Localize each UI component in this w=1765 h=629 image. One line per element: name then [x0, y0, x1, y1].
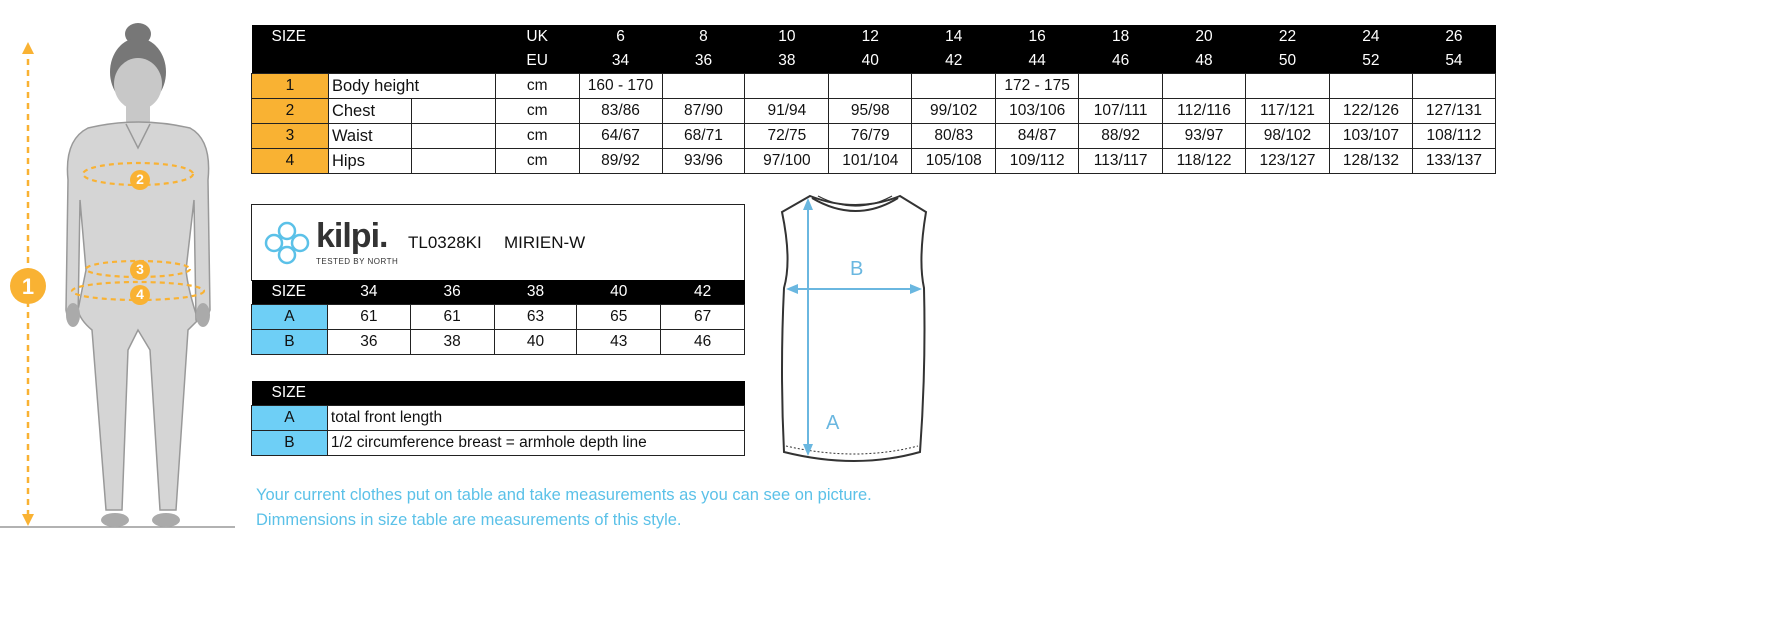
eu-size: 38 — [745, 49, 829, 74]
uk-header-row — [252, 25, 1496, 49]
uk-size: 6 — [579, 25, 662, 49]
row-value: 123/127 — [1246, 149, 1330, 174]
row-value: 113/117 — [1079, 149, 1163, 174]
legend-header-row — [252, 381, 745, 406]
eu-size: 36 — [662, 49, 745, 74]
eu-header-row — [252, 49, 1496, 74]
row-label: Body height — [328, 74, 495, 99]
row-value: 84/87 — [996, 124, 1079, 149]
row-value — [829, 74, 912, 99]
product-code: TL0328KI — [408, 233, 482, 252]
eu-size: 34 — [579, 49, 662, 74]
row-value: 128/132 — [1329, 149, 1412, 174]
row-value: 117/121 — [1246, 99, 1330, 124]
uk-label: UK — [495, 25, 579, 49]
row-unit: cm — [495, 99, 579, 124]
row-number: 1 — [252, 74, 329, 99]
row-value: 80/83 — [912, 124, 996, 149]
uk-size: 24 — [1329, 25, 1412, 49]
row-key: A — [252, 406, 328, 431]
row-value: 67 — [661, 305, 745, 330]
product-header-row — [252, 280, 745, 305]
table-row — [252, 149, 1496, 174]
row-value: 72/75 — [745, 124, 829, 149]
product-size-table — [251, 280, 745, 355]
eu-label: EU — [495, 49, 579, 74]
table-row — [252, 305, 745, 330]
row-text: 1/2 circumference breast = armhole depth line — [327, 431, 744, 456]
eu-size: 52 — [1329, 49, 1412, 74]
brand-name: kilpi. — [316, 217, 388, 255]
uk-size: 8 — [662, 25, 745, 49]
row-key: A — [252, 305, 328, 330]
uk-size: 12 — [829, 25, 912, 49]
uk-size: 18 — [1079, 25, 1163, 49]
row-value — [745, 74, 829, 99]
row-value: 133/137 — [1412, 149, 1495, 174]
eu-size: 40 — [829, 49, 912, 74]
note-line-1: Your current clothes put on table and take measurements as you can see on picture. — [256, 486, 872, 504]
product-header — [251, 204, 745, 281]
row-value: 109/112 — [996, 149, 1079, 174]
row-value: 127/131 — [1412, 99, 1495, 124]
garment-label-a: A — [826, 412, 840, 434]
row-value — [1079, 74, 1163, 99]
row-value: 38 — [410, 330, 494, 355]
size-label: SIZE — [252, 25, 329, 49]
garment-diagram — [778, 190, 938, 470]
row-value: 99/102 — [912, 99, 996, 124]
marker-2: 2 — [136, 171, 144, 187]
uk-size: 22 — [1246, 25, 1330, 49]
row-value: 101/104 — [829, 149, 912, 174]
note-line-2: Dimmensions in size table are measurements of this style. — [256, 511, 682, 529]
size-label: SIZE — [252, 381, 328, 406]
size-col: 42 — [661, 280, 745, 305]
size-col: 36 — [410, 280, 494, 305]
garment-label-b: B — [850, 258, 864, 280]
table-row — [252, 99, 1496, 124]
row-number: 3 — [252, 124, 329, 149]
row-value — [1246, 74, 1330, 99]
row-value: 68/71 — [662, 124, 745, 149]
table-row — [252, 74, 1496, 99]
table-row — [252, 124, 1496, 149]
row-value — [1412, 74, 1495, 99]
row-value: 97/100 — [745, 149, 829, 174]
product-name: MIRIEN-W — [504, 233, 586, 252]
size-label: SIZE — [252, 280, 328, 305]
row-value: 91/94 — [745, 99, 829, 124]
row-number: 4 — [252, 149, 329, 174]
row-value: 43 — [577, 330, 661, 355]
row-unit: cm — [495, 149, 579, 174]
uk-size: 16 — [996, 25, 1079, 49]
row-value: 112/116 — [1163, 99, 1246, 124]
row-value: 76/79 — [829, 124, 912, 149]
row-label: Waist — [328, 124, 411, 149]
row-value: 93/96 — [662, 149, 745, 174]
row-value: 83/86 — [579, 99, 662, 124]
row-value: 95/98 — [829, 99, 912, 124]
size-col: 38 — [494, 280, 577, 305]
row-value: 88/92 — [1079, 124, 1163, 149]
row-value: 103/106 — [996, 99, 1079, 124]
row-value: 107/111 — [1079, 99, 1163, 124]
row-value — [912, 74, 996, 99]
row-value: 63 — [494, 305, 577, 330]
brand-tagline: TESTED BY NORTH — [316, 257, 399, 266]
marker-3: 3 — [136, 261, 144, 277]
size-col: 40 — [577, 280, 661, 305]
row-value: 64/67 — [579, 124, 662, 149]
row-value: 160 - 170 — [579, 74, 662, 99]
uk-size: 26 — [1412, 25, 1495, 49]
row-value: 103/107 — [1329, 124, 1412, 149]
row-label: Hips — [328, 149, 411, 174]
row-number: 2 — [252, 99, 329, 124]
row-value — [1329, 74, 1412, 99]
legend-table — [251, 381, 745, 456]
row-unit: cm — [495, 124, 579, 149]
eu-size: 48 — [1163, 49, 1246, 74]
table-row — [252, 431, 745, 456]
eu-size: 42 — [912, 49, 996, 74]
row-value — [662, 74, 745, 99]
table-row — [252, 330, 745, 355]
row-value: 40 — [494, 330, 577, 355]
marker-4: 4 — [136, 286, 144, 302]
row-key: B — [252, 431, 328, 456]
eu-size: 46 — [1079, 49, 1163, 74]
row-value: 46 — [661, 330, 745, 355]
row-value — [1163, 74, 1246, 99]
kilpi-logo-icon — [262, 219, 312, 267]
eu-size: 44 — [996, 49, 1079, 74]
row-value: 61 — [410, 305, 494, 330]
row-value: 98/102 — [1246, 124, 1330, 149]
row-value: 65 — [577, 305, 661, 330]
uk-size: 10 — [745, 25, 829, 49]
row-label: Chest — [328, 99, 411, 124]
row-value: 61 — [327, 305, 410, 330]
row-value: 87/90 — [662, 99, 745, 124]
marker-1: 1 — [21, 274, 35, 299]
row-text: total front length — [327, 406, 744, 431]
main-size-table — [251, 25, 1496, 174]
size-col: 34 — [327, 280, 410, 305]
row-value: 36 — [327, 330, 410, 355]
row-value: 108/112 — [1412, 124, 1495, 149]
row-unit: cm — [495, 74, 579, 99]
row-value: 172 - 175 — [996, 74, 1079, 99]
row-value: 118/122 — [1163, 149, 1246, 174]
row-value: 89/92 — [579, 149, 662, 174]
uk-size: 20 — [1163, 25, 1246, 49]
eu-size: 50 — [1246, 49, 1330, 74]
row-key: B — [252, 330, 328, 355]
row-value: 122/126 — [1329, 99, 1412, 124]
row-value: 105/108 — [912, 149, 996, 174]
row-value: 93/97 — [1163, 124, 1246, 149]
body-figure — [0, 20, 245, 535]
table-row — [252, 406, 745, 431]
eu-size: 54 — [1412, 49, 1495, 74]
uk-size: 14 — [912, 25, 996, 49]
